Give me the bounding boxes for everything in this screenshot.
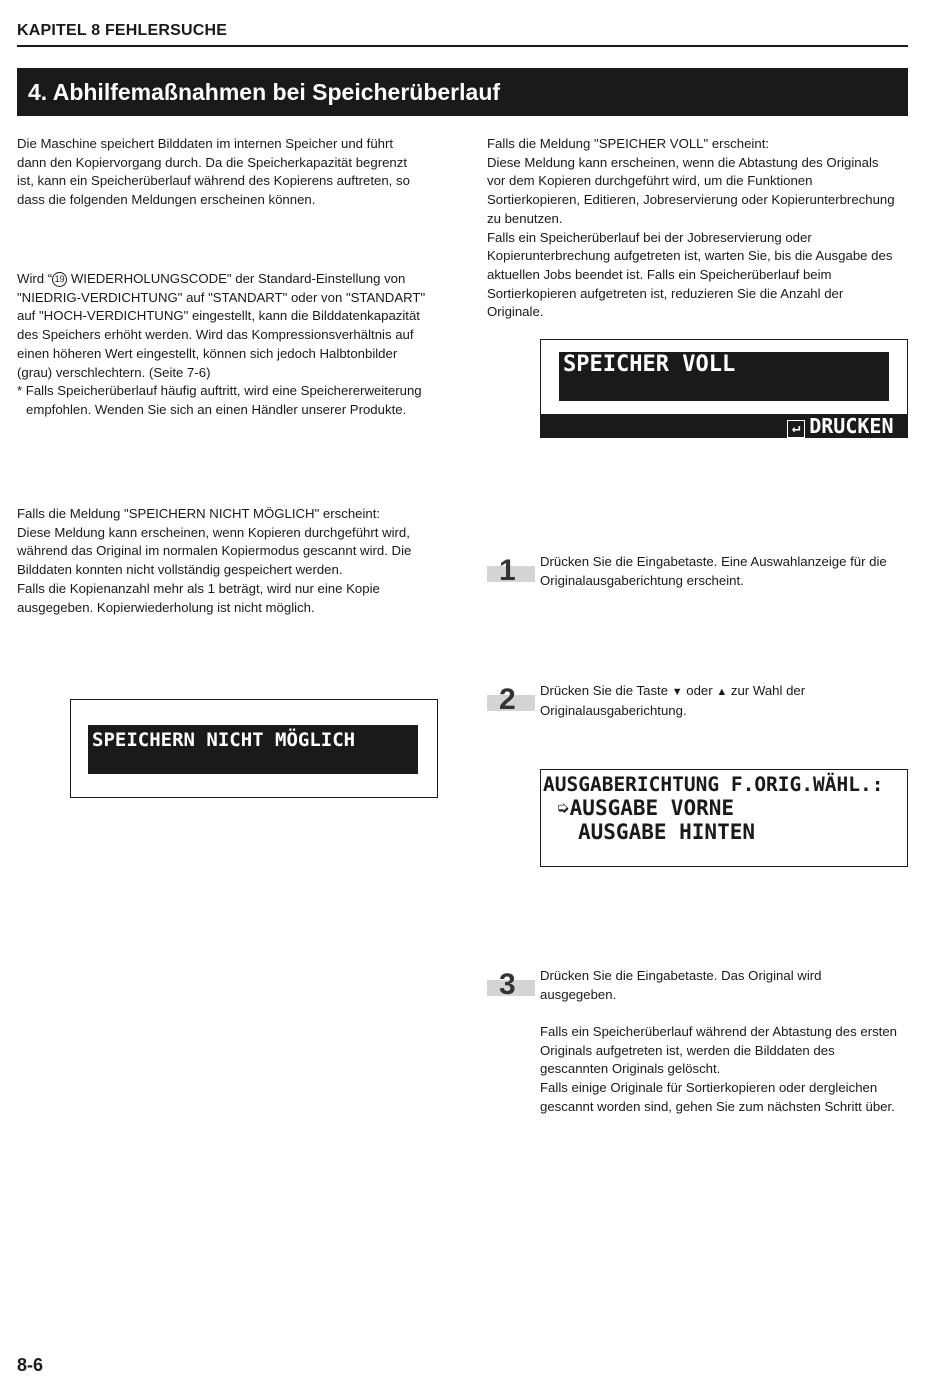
text-line: Falls einige Originale für Sortierkopieren oder dergleichen bbox=[540, 1080, 878, 1096]
text-line: Kopierunterbrechung aufgetreten ist, warten Sie, bis die Ausgabe des bbox=[487, 248, 893, 264]
lcd-softkey-bar bbox=[540, 414, 908, 438]
step-number: 1 bbox=[499, 554, 516, 587]
text-line bbox=[540, 682, 915, 702]
step-1-text bbox=[540, 553, 915, 590]
text-line: (grau) verschlechtern. (Seite 7-6) bbox=[17, 364, 211, 380]
note-line: * Falls Speicherüberlauf häufig auftritt, wird eine Speichererweiterung bbox=[17, 383, 422, 399]
text-line: zu benutzen. bbox=[487, 210, 563, 226]
chapter-rule bbox=[17, 45, 908, 47]
text-line: Originale. bbox=[487, 304, 544, 320]
note-line: empfohlen. Wenden Sie sich an einen Händler unserer Produkte. bbox=[26, 401, 407, 417]
text-line: Drücken Sie die Eingabetaste. Eine Auswahlanzeige für die bbox=[540, 554, 887, 569]
text-line: Sortierkopieren aufgetreten ist, reduzieren Sie die Anzahl der bbox=[487, 285, 844, 301]
step-1-badge bbox=[487, 554, 535, 587]
step-number: 2 bbox=[499, 683, 516, 716]
text-line: Bilddaten konnten nicht vollständig gespeichert werden. bbox=[17, 562, 343, 578]
text-line: Falls die Meldung "SPEICHER VOLL" erscheint: bbox=[487, 136, 770, 151]
text-line: Falls die Kopienanzahl mehr als 1 beträgt, wird nur eine Kopie bbox=[17, 580, 380, 596]
text-line: ist, kann ein Speicherüberlauf während des Kopierens auftreten, so bbox=[17, 173, 410, 189]
page-number: 8-6 bbox=[17, 1355, 44, 1375]
step-3-text bbox=[540, 967, 915, 1004]
text-line: Drücken Sie die Eingabetaste. Das Original wird bbox=[540, 968, 822, 983]
text-line: Die Maschine speichert Bilddaten im internen Speicher und führt bbox=[17, 136, 394, 151]
text-span: zur Wahl der bbox=[727, 683, 806, 698]
text-line: ausgegeben. Kopierwiederholung ist nicht möglich. bbox=[17, 599, 315, 615]
text-line: Falls ein Speicherüberlauf bei der Jobreservierung oder bbox=[487, 229, 812, 245]
text-line: während das Original im normalen Kopiermodus gescannt wird. Die bbox=[17, 543, 412, 559]
intro-paragraph bbox=[17, 135, 452, 210]
lcd-message: SPEICHERN NICHT MÖGLICH bbox=[88, 725, 418, 774]
step-2-badge bbox=[487, 683, 535, 716]
memory-full-paragraph bbox=[487, 135, 912, 322]
lcd-option-front: AUSGABE VORNE bbox=[569, 796, 735, 820]
lcd-softkey-label: DRUCKEN bbox=[809, 414, 894, 438]
text-line: Originals aufgetreten ist, werden die Bilddaten des bbox=[540, 1042, 835, 1058]
text-line: des Speichers erhöht werden. Wird das Kompressionsverhältnis auf bbox=[17, 327, 414, 343]
text-line: auf "HOCH-VERDICHTUNG" eingestellt, kann die Bilddatenkapazität bbox=[17, 308, 420, 324]
text-line: Originalausgaberichtung. bbox=[540, 702, 687, 718]
lcd-display-direction bbox=[540, 769, 908, 867]
cannot-store-paragraph bbox=[17, 505, 452, 617]
chapter-heading: KAPITEL 8 FEHLERSUCHE bbox=[17, 22, 228, 39]
text-line: Falls ein Speicherüberlauf während der Abtastung des ersten bbox=[540, 1024, 898, 1039]
text-line: dann den Kopiervorgang durch. Da die Speicherkapazität begrenzt bbox=[17, 154, 408, 170]
lcd-option-back: AUSGABE HINTEN bbox=[578, 820, 756, 844]
up-triangle-icon: ▲ bbox=[716, 686, 728, 698]
down-triangle-icon: ▼ bbox=[671, 686, 683, 698]
lcd-display-cannot-store bbox=[70, 699, 438, 798]
step-number: 3 bbox=[499, 968, 516, 1001]
enter-icon: ↵ bbox=[787, 420, 805, 438]
lcd-option-row bbox=[557, 796, 734, 820]
text-line: aktuellen Jobs beendet ist. Falls ein Speicherüberlauf beim bbox=[487, 266, 832, 282]
text-line: Diese Meldung kann erscheinen, wenn die Abtastung des Originals bbox=[487, 154, 879, 170]
lcd-title: AUSGABERICHTUNG F.ORIG.WÄHL.: bbox=[543, 773, 884, 796]
text-line: gescannt worden sind, gehen Sie zum nächsten Schritt über. bbox=[540, 1098, 895, 1114]
text-line: einen höheren Wert eingestellt, können sich jedoch Halbtonbilder bbox=[17, 345, 398, 361]
text-line bbox=[17, 270, 452, 289]
step-3-badge bbox=[487, 968, 535, 1001]
text-span: Wird “ bbox=[17, 271, 53, 286]
text-line: Diese Meldung kann erscheinen, wenn Kopieren durchgeführt wird, bbox=[17, 524, 410, 540]
section-title: 4. Abhilfemaßnahmen bei Speicherüberlauf bbox=[17, 68, 908, 116]
circled-number: 19 bbox=[52, 272, 67, 287]
selection-arrow-icon: ➭ bbox=[557, 796, 570, 820]
step-3-note bbox=[540, 1023, 915, 1117]
text-line: gescannten Originals gelöscht. bbox=[540, 1061, 721, 1077]
text-line: vor dem Kopieren durchgeführt wird, um die Funktionen bbox=[487, 173, 813, 189]
text-span: Drücken Sie die Taste bbox=[540, 683, 672, 698]
text-line: Falls die Meldung "SPEICHERN NICHT MÖGLICH" erscheint: bbox=[17, 506, 381, 521]
text-span: WIEDERHOLUNGSCODE" der Standard-Einstellung von bbox=[67, 271, 406, 286]
compression-paragraph bbox=[17, 270, 452, 420]
text-line: Sortierkopieren, Editieren, Jobreservierung oder Kopierunterbrechung bbox=[487, 192, 895, 208]
text-line: "NIEDRIG-VERDICHTUNG" auf "STANDART" oder von "STANDART" bbox=[17, 289, 426, 305]
lcd-message: SPEICHER VOLL bbox=[559, 352, 889, 401]
text-line: dass die folgenden Meldungen erscheinen können. bbox=[17, 192, 316, 208]
text-span: oder bbox=[682, 683, 717, 698]
step-2-text bbox=[540, 682, 915, 720]
text-line: ausgegeben. bbox=[540, 986, 617, 1002]
lcd-display-memory-full bbox=[540, 339, 908, 438]
text-line: Originalausgaberichtung erscheint. bbox=[540, 572, 744, 588]
